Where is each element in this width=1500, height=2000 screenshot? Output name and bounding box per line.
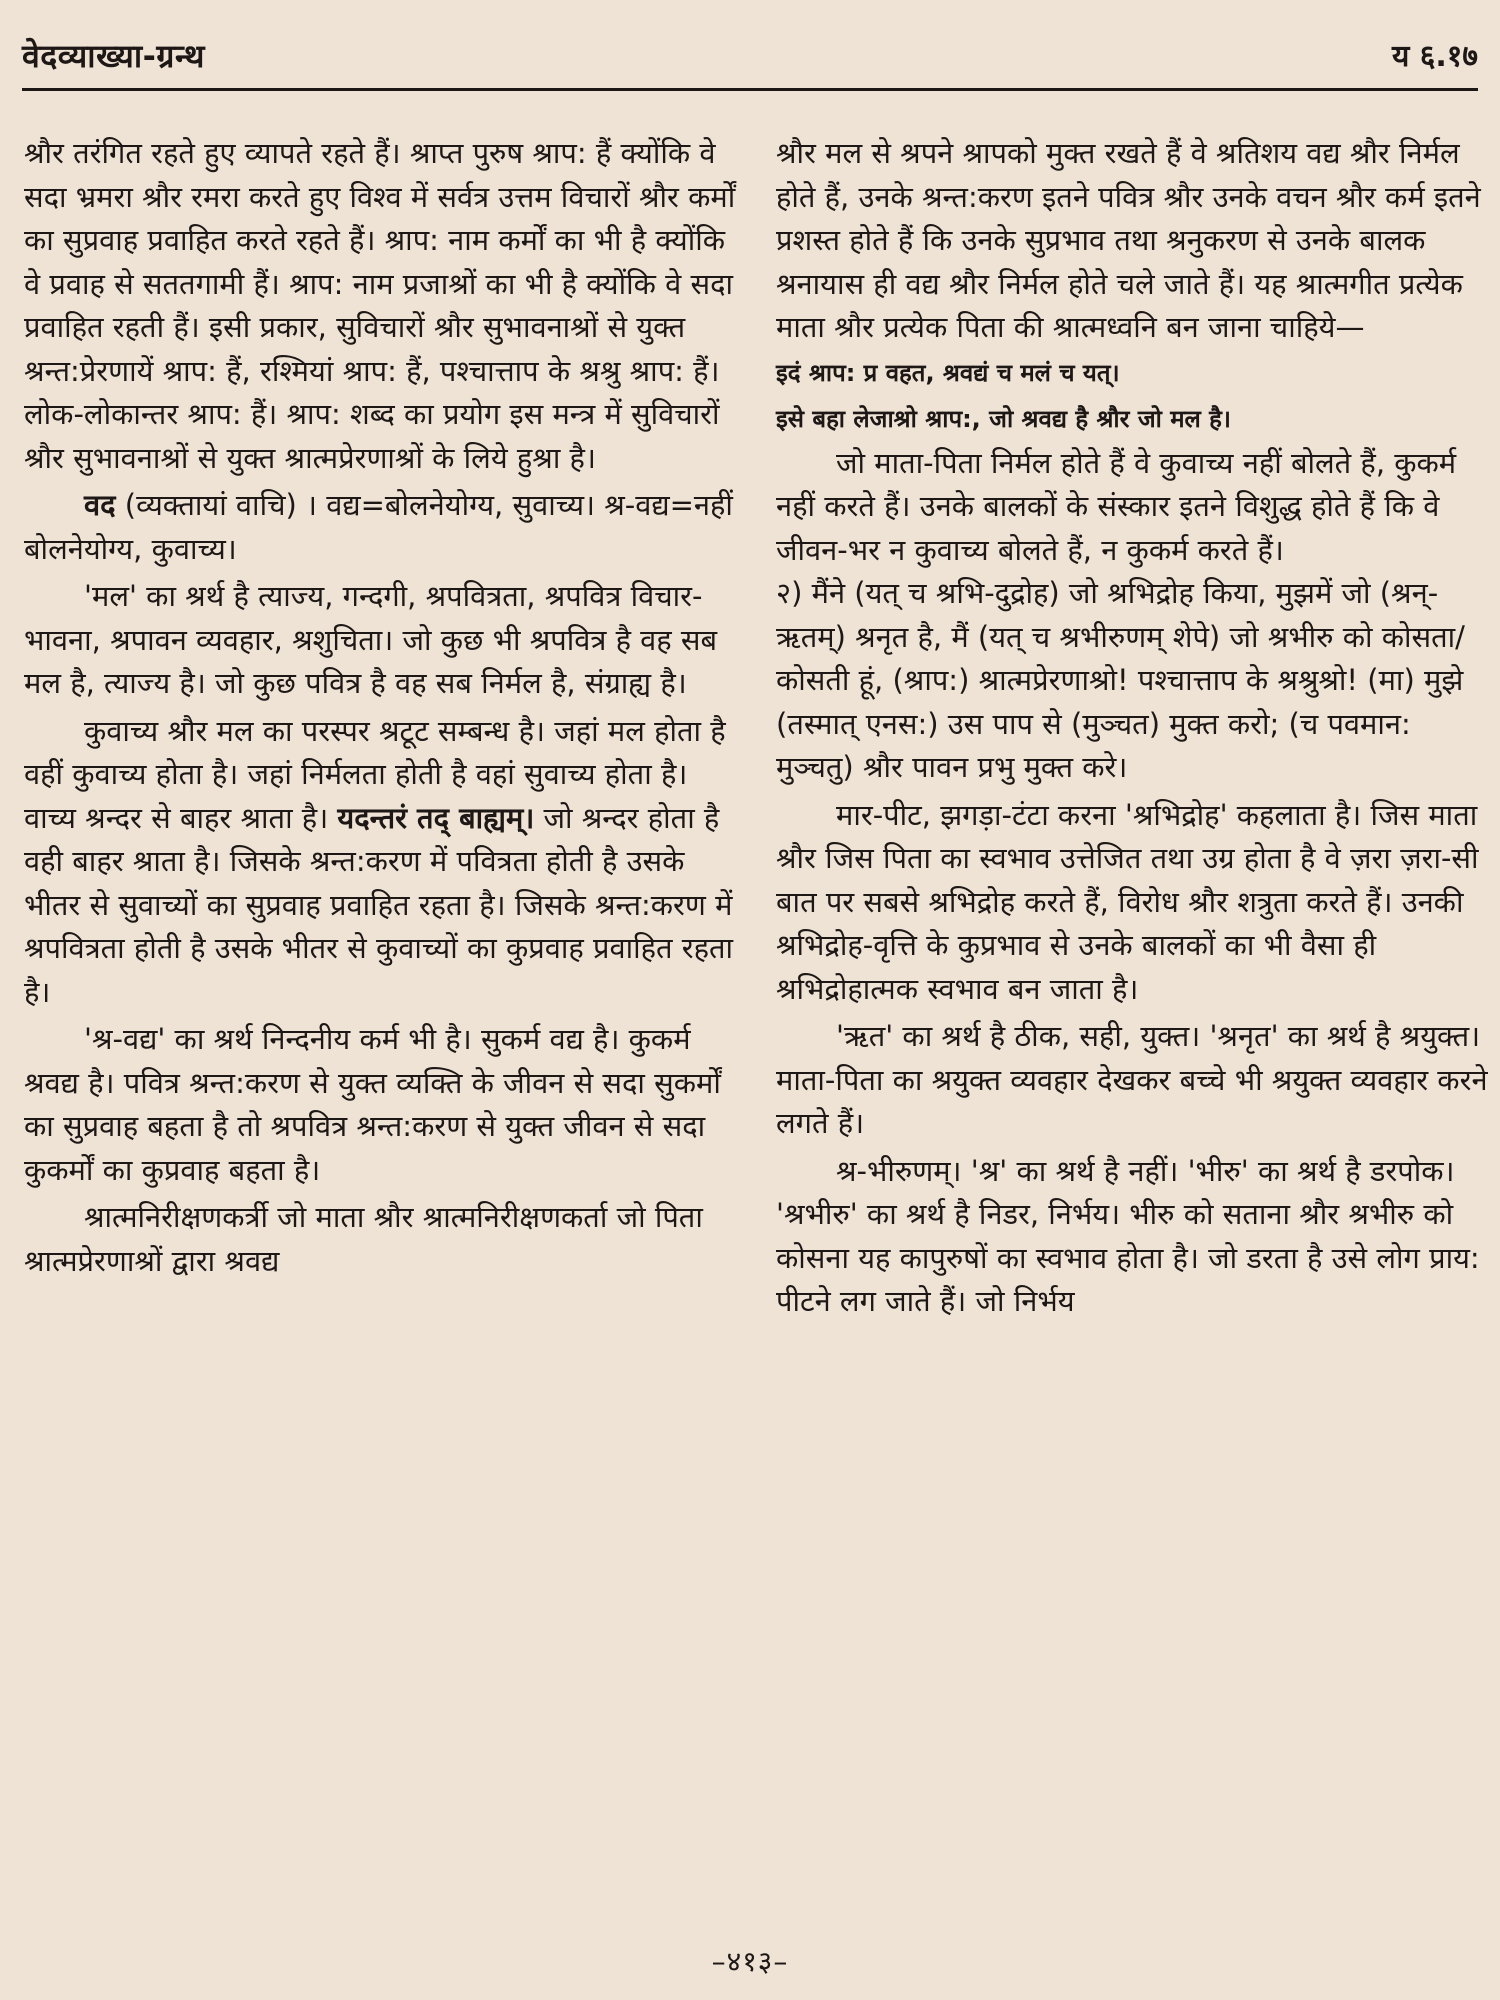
quoted-maxim: यदन्तरं तद् बाह्यम्।: [337, 800, 535, 835]
running-title: वेदव्याख्या-ग्रन्थ: [22, 37, 205, 75]
paragraph: श्रौर तरंगित रहते हुए व्यापते रहते हैं। श्राप्त पुरुष श्राप: हैं क्योंकि वे सदा भ्रमरा श्रौर रमरा करते हुए विश्व में सर्वत्र उत्तम विचारों श्रौर कर्मों का सुप्रवाह प्रवाहित करते रहते हैं। श्राप: नाम कर्मों का भी है क्योंकि वे प्रवाह से सततगामी हैं। श्राप: नाम प्रजाश्रों का भी है क्योंकि वे सदा प्रवाहित रहती हैं। इसी प्रकार, सुविचारों श्रौर सुभावनाश्रों से युक्त श्रन्त:प्रेरणायें श्राप: हैं, रश्मियां श्राप: हैं, पश्चात्ताप के श्रश्रु श्राप: हैं। लोक-लोकान्तर श्राप: हैं। श्राप: शब्द का प्रयोग इस मन्त्र में सुविचारों श्रौर सुभावनाश्रों से युक्त श्रात्मप्रेरणाश्रों के लिये हुश्रा है।: [24, 136, 736, 475]
paragraph: [24, 484, 739, 571]
right-column: [776, 132, 1491, 1324]
paragraph-text: (व्यक्तायां वाचि) । वद्य=बोलनेयोग्य, सुवाच्य। श्र-वद्य=नहीं बोलनेयोग्य, कुवाच्य।: [24, 488, 733, 566]
verse-reference: य ६.१७: [1391, 39, 1478, 74]
paragraph: २) मैंने (यत् च श्रभि-दुद्रोह) जो श्रभिद्रोह किया, मुझमें जो (श्रन्-ऋतम्) श्रनृत है, मैं (यत् च श्रभीरुणम् शेपे) जो श्रभीरु को कोसता/कोसती हूं, (श्राप:) श्रात्मप्रेरणाश्रो! पश्चात्ताप के श्रश्रुश्रो! (मा) मुझे (तस्मात् एनस:) उस पाप से (मुञ्चत) मुक्त करो; (च पवमान: मुञ्चतु) श्रौर पावन प्रभु मुक्त करे।: [776, 576, 1465, 784]
paragraph: 'मल' का श्रर्थ है त्याज्य, गन्दगी, श्रपवित्रता, श्रपवित्र विचार-भावना, श्रपावन व्यवहार, श्रशुचिता। जो कुछ भी श्रपवित्र है वह सब मल है, त्याज्य है। जो कुछ पवित्र है वह सब निर्मल है, संग्राह्य है।: [24, 579, 718, 700]
paragraph: 'ऋत' का श्रर्थ है ठीक, सही, युक्त। 'श्रनृत' का श्रर्थ है श्रयुक्त। माता-पिता का श्रयुक्त व्यवहार देखकर बच्चे भी श्रयुक्त व्यवहार करने लगते हैं।: [776, 1019, 1488, 1140]
paragraph: [24, 710, 739, 1015]
paragraph-text: कुवाच्य श्रौर मल का परस्पर श्रटूट सम्बन्ध है। जहां मल होता है वहीं कुवाच्य होता है। जहां निर्मलता होती है वहां सुवाच्य होता है। वाच्य श्रन्दर से बाहर श्राता है।: [24, 713, 726, 835]
left-column: [24, 132, 739, 1283]
paragraph: श्र-भीरुणम्। 'श्र' का श्रर्थ है नहीं। 'भीरु' का श्रर्थ है डरपोक। 'श्रभीरु' का श्रर्थ है निडर, निर्भय। भीरु को सताना श्रौर श्रभीरु को कोसना यह कापुरुषों का स्वभाव होता है। जो डरता है उसे लोग प्राय: पीटने लग जाते हैं। जो निर्भय: [776, 1153, 1480, 1318]
paragraph-text: जो श्रन्दर होता है वही बाहर श्राता है। जिसके श्रन्त:करण में पवित्रता होती है उसके भीतर से सुवाच्यों का सुप्रवाह प्रवाहित रहता है। जिसके श्रन्त:करण में श्रपवित्रता होती है उसके भीतर से कुवाच्यों का कुप्रवाह प्रवाहित रहता है।: [24, 800, 734, 1009]
paragraph: श्रौर मल से श्रपने श्रापको मुक्त रखते हैं वे श्रतिशय वद्य श्रौर निर्मल होते हैं, उनके श्रन्त:करण इतने पवित्र श्रौर उनके वचन श्रौर कर्म इतने प्रशस्त होते हैं कि उनके सुप्रभाव तथा श्रनुकरण से उनके बालक श्रनायास ही वद्य श्रौर निर्मल होते चले जाते हैं। यह श्रात्मगीत प्रत्येक माता श्रौर प्रत्येक पिता की श्रात्मध्वनि बन जाना चाहिये—: [776, 136, 1481, 344]
paragraph: 'श्र-वद्य' का श्रर्थ निन्दनीय कर्म भी है। सुकर्म वद्य है। कुकर्म श्रवद्य है। पवित्र श्रन्त:करण से युक्त व्यक्ति के जीवन से सदा सुकर्मों का सुप्रवाह बहता है तो श्रपवित्र श्रन्त:करण से युक्त जीवन से सदा कुकर्मों का कुप्रवाह बहता है।: [24, 1022, 721, 1187]
paragraph: श्रात्मनिरीक्षणकर्त्री जो माता श्रौर श्रात्मनिरीक्षणकर्ता जो पिता श्रात्मप्रेरणाश्रों द्वारा श्रवद्य: [24, 1200, 703, 1278]
paragraph: जो माता-पिता निर्मल होते हैं वे कुवाच्य नहीं बोलते हैं, कुकर्म नहीं करते हैं। उनके बालकों के संस्कार इतने विशुद्ध होते हैं कि वे जीवन-भर न कुवाच्य बोलते हैं, न कुकर्म करते हैं।: [776, 445, 1457, 567]
paragraph: मार-पीट, झगड़ा-टंटा करना 'श्रभिद्रोह' कहलाता है। जिस माता श्रौर जिस पिता का स्वभाव उत्तेजित तथा उग्र होता है वे ज़रा ज़रा-सी बात पर सबसे श्रभिद्रोह करते हैं, विरोध श्रौर शत्रुता करते हैं। उनकी श्रभिद्रोह-वृत्ति के कुप्रभाव से उनके बालकों का भी वैसा ही श्रभिद्रोहात्मक स्वभाव बन जाता है।: [776, 797, 1479, 1006]
mantra-translation: इसे बहा लेजाश्रो श्राप:, जो श्रवद्य है श्रौर जो मल है।: [776, 404, 1232, 433]
term-heading: वद: [84, 488, 116, 522]
running-header: [22, 26, 1478, 91]
page-number: –४१३–: [711, 1945, 789, 1978]
mantra-line: इदं श्राप: प्र वहत, श्रवद्यं च मलं च यत्।: [776, 358, 1120, 387]
